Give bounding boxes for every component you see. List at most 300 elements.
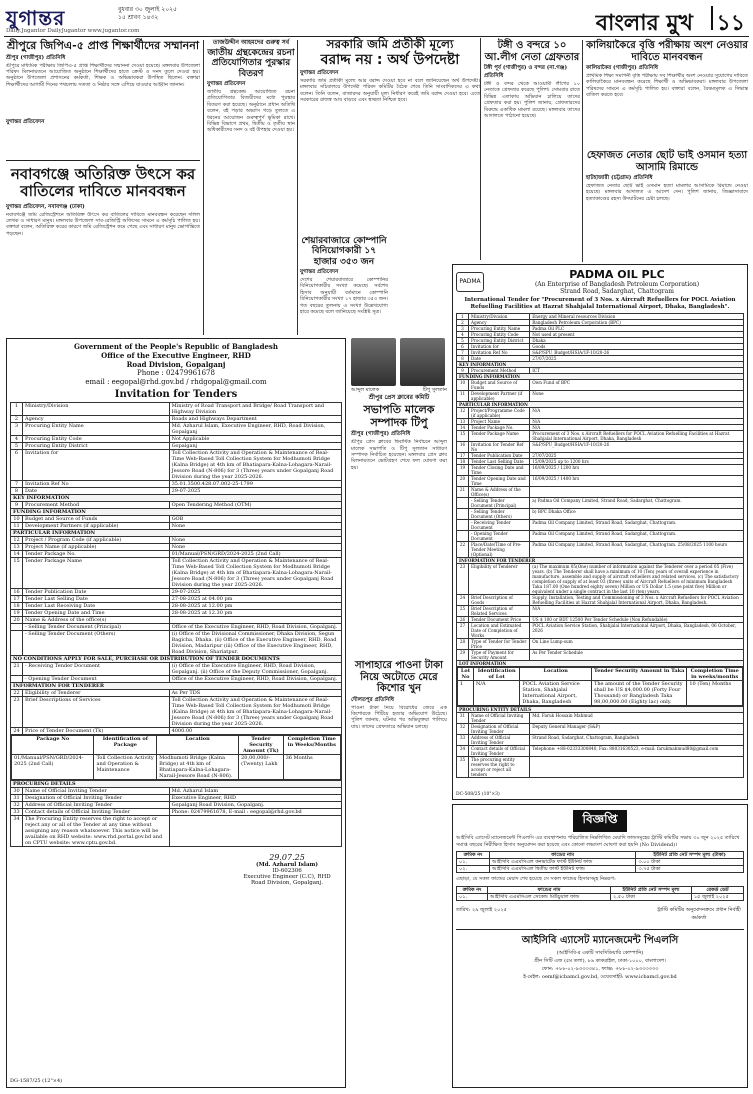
- table-cell: Designation of Official Inviting Tender: [469, 724, 530, 735]
- table-cell: The Procuring Entity reserves the right to accept or reject any or all of the Tender at any time without assigning any reason whatsoever. This notice will be available on RHD website: www.rhd.portal.gov.bd and on CPTU website: www.cptu.gov.bd.: [23, 816, 170, 847]
- story-kicker: তাজউদ্দীন আহমদের গুরুত্ব সর্ব: [212, 39, 290, 46]
- table-cell: Budget and Source of Funds: [469, 380, 530, 391]
- table-cell: ইউনিট প্রতি নেট সম্পদ মূল্য: [611, 886, 692, 893]
- table-row: [11, 802, 342, 809]
- table-cell: 35: [457, 757, 469, 778]
- table-cell: আইসিবি এএমসিএল কনভার্টেড ফার্স্ট ইউনিট ফান্ড: [489, 859, 635, 866]
- table-cell: Open Tendering Method (OTM): [169, 502, 341, 509]
- table-cell: Bangladesh Petroleum Corporation (BPC): [530, 320, 744, 326]
- table-cell: Name & Address of the Office(s): [469, 487, 530, 498]
- table-cell: Procurement Method: [23, 502, 170, 509]
- table-cell: 27/07/2025: [530, 356, 744, 362]
- table-cell: Contact details of Official Inviting Tender: [469, 746, 530, 757]
- table-cell: 20: [11, 617, 23, 624]
- table-row: [11, 809, 342, 816]
- issue-date: [118, 6, 177, 22]
- table-cell: 9: [11, 502, 23, 509]
- table-cell: 36 Months: [283, 755, 340, 780]
- table-cell: ০২.: [457, 866, 490, 873]
- story-byline: দৌলতপুর প্রতিনিধি: [351, 696, 394, 703]
- table-cell: Procurement Method: [469, 368, 530, 374]
- table-cell: ২.৫০ টাকা: [611, 893, 692, 900]
- table-cell: 17: [457, 453, 469, 459]
- story-byline: যুগান্তর প্রতিবেদন, নবাবগঞ্জ (ঢাকা): [6, 203, 85, 210]
- table-cell: [169, 816, 341, 847]
- table-cell: Agency: [23, 416, 170, 423]
- story-byline: যুগান্তর প্রতিবেদন: [300, 269, 339, 276]
- table-cell: [11, 631, 23, 656]
- story-body: টঙ্গী ও বন্দর থেকে আওয়ামী লীগের ১০ নেতাকে গ্রেফতার করেছে পুলিশ। সোমবার রাতে বিভিন্ন এলাকায় অভিযান চালিয়ে তাদের গ্রেফতার করা হয়। পুলিশ জানায়, গ্রেফতারদের বিরুদ্ধে একাধিক মামলা রয়েছে। মঙ্গলবার তাদের আদালতে পাঠানো হয়েছে।: [484, 81, 580, 120]
- table-cell: Identification of Package: [94, 736, 157, 755]
- table-cell: Invitation for Tender Ref No: [469, 442, 530, 453]
- table-cell: Tender Document Price: [469, 617, 530, 623]
- table-cell: - Selling Tender Document (Principal): [469, 498, 530, 509]
- table-row: [457, 408, 744, 419]
- notice-sign: ট্রাস্টি কমিটির অনুমোদনক্রমে প্রধান নির্বাহী কর্মকর্তা: [657, 906, 741, 921]
- table-cell: 01/Manual/PSN/GRD/2024-2025 (2nd Call): [12, 755, 94, 780]
- table-cell: Completion Time in weeks/months: [687, 668, 743, 681]
- table-cell: The amount of the Tender Security shall be US $4,000.00 (Forty Four Thousand) or Bangladesh Taka 98,00,000.00 (Eighty lac) only.: [592, 681, 687, 706]
- table-cell: Location: [157, 736, 239, 755]
- table-cell: 16/09/2025 / 1400 hrs: [530, 476, 744, 487]
- table-cell: 19: [11, 610, 23, 617]
- table-cell: Project/Programme Code (if applicable): [469, 408, 530, 419]
- table-cell: Procurement of 3 Nos. x Aircraft Refuellers for POCL Aviation Refuelling Facilities at Hazrat Shahjalal International Airport, Dhaka, Bangladesh: [530, 431, 744, 442]
- table-cell: 13: [11, 544, 23, 551]
- table-cell: ক্রমিক নং: [457, 886, 488, 893]
- table-cell: Roads and Highways Department: [169, 416, 341, 423]
- table-cell: N/A: [530, 408, 744, 419]
- table-cell: [169, 617, 341, 624]
- table-cell: S&P/SPU_Budget/HSIA/1F-10/20-26: [530, 442, 744, 453]
- table-cell: POCL Aviation Service Station, Shahjalal International Airport, Dhaka, Bangladesh: [520, 681, 592, 706]
- table-row: [457, 465, 744, 476]
- story-body: জাতীয় গ্রন্থকেন্দ্র আয়োজিত রচনা প্রতিযোগিতার বিজয়ীদের মধ্যে পুরস্কার বিতরণ করা হয়েছে। অনুষ্ঠানে প্রধান অতিথি বলেন, বই পড়ার অভ্যাস গড়ে তুলতে এ ধরনের আয়োজন গুরুত্বপূর্ণ ভূমিকা রাখে। বিভিন্ন বিভাগে প্রথম, দ্বিতীয় ও তৃতীয় স্থান অধিকারীদের সনদ ও বই উপহার দেওয়া হয়।: [207, 88, 295, 134]
- table-cell: Padma Oil Company Limited, Strand Road, Sadarghat, Chattogram.: [530, 531, 744, 542]
- story-byline: কালিয়াকৈর (গাজীপুর) প্রতিনিধি: [586, 65, 658, 71]
- table-cell: 20,00,000/- (Twenty) Lakh: [239, 755, 283, 780]
- table-cell: KEY INFORMATION: [11, 495, 342, 502]
- table-row: [457, 487, 744, 498]
- table-cell: Eligibility of Tenderer: [23, 690, 170, 697]
- table-cell: N/A: [530, 425, 744, 431]
- table-cell: As Per Tender Schedule: [530, 650, 744, 661]
- table-cell: 3: [457, 326, 469, 332]
- table-row: [457, 542, 744, 558]
- table-cell: 2: [11, 416, 23, 423]
- table-section-header: [11, 656, 342, 663]
- table-cell: 28-08-2025 at 12.30 pm: [169, 610, 341, 617]
- table-cell: 6: [11, 450, 23, 481]
- table-row: [457, 476, 744, 487]
- table-row: [457, 431, 744, 442]
- table-row: [11, 450, 342, 481]
- table-cell: 1: [458, 681, 474, 706]
- story-body: নবাবগঞ্জে জমি রেজিস্ট্রেশনে অতিরিক্ত উৎসে কর বাতিলের দাবিতে মানববন্ধন করেছেন দলিল লেখক ও সাধারণ মানুষ। মঙ্গলবার উপজেলা সাব-রেজিস্ট্রি অফিসের সামনে এ কর্মসূচি পালিত হয়। বক্তারা বলেন, অতিরিক্ত করের কারণে জমি রেজিস্ট্রেশন কমে গেছে এবং সাধারণ মানুষ ভোগান্তিতে পড়ছেন।: [6, 211, 200, 237]
- table-cell: Tender Security Amount (Tk): [239, 736, 283, 755]
- table-cell: 27-08-2025 at 04.00 pm: [169, 596, 341, 603]
- table-section-header: [11, 683, 342, 690]
- table-cell: Type of Tender for Tender Price: [469, 639, 530, 650]
- table-cell: PROCURING DETAILS: [11, 781, 342, 788]
- table-cell: Date: [469, 356, 530, 362]
- table-cell: Tender Publication Date: [469, 453, 530, 459]
- table-cell: Md. Azharul Islam, Executive Engineer, RHD, Road Division, Gopalganj: [169, 423, 341, 436]
- table-head-row: [457, 886, 744, 893]
- table-cell: Tender Publication Date: [23, 589, 170, 596]
- table-cell: 17: [11, 596, 23, 603]
- table-row: [11, 663, 342, 676]
- table-cell: PARTICULAR INFORMATION: [11, 530, 342, 537]
- table-section-header: [11, 509, 342, 516]
- table-cell: [530, 757, 744, 778]
- table-cell: Tender Package No.: [469, 425, 530, 431]
- notice-mid: এছাড়া, যে সকল ফান্ডের মেয়াদ শেষ হয়েছে সে সকল ফান্ডের হিসাবসমূহ নিম্নরূপ:: [456, 876, 616, 882]
- table-cell: Date: [23, 488, 170, 495]
- table-cell: 13: [457, 419, 469, 425]
- notice-phone: ফোন: +৮৮-০২-৯৩৩৩৩৪১, ফ্যাক্স: +৮৮-০২-৯৩৩৩৩৩৩: [541, 965, 659, 972]
- table-cell: GOB: [169, 516, 341, 523]
- table-row: [457, 713, 744, 724]
- table-row: [457, 531, 744, 542]
- signatory-office: Road Division, Gopalganj.: [250, 880, 324, 886]
- table-row: [457, 735, 744, 746]
- table-cell: - Selling Tender Document (Others): [23, 631, 170, 656]
- tender-header: [10, 342, 342, 387]
- tender-signature-block: [10, 853, 342, 886]
- table-cell: Tender Package No.: [23, 551, 170, 558]
- table-cell: 15/09/2025 up to 1200 hrs: [530, 459, 744, 465]
- table-row: [457, 623, 744, 639]
- table-row: [11, 589, 342, 596]
- tender-header-line1: Government of the People's Republic of Bangladesh: [74, 342, 278, 351]
- story-headline: নবাবগঞ্জে অতিরিক্ত উৎসে কর বাতিলের দাবিতে মানববন্ধন: [10, 165, 196, 201]
- tender-header-line2: Office of the Executive Engineer, RHD: [101, 351, 251, 360]
- story-headline: টঙ্গী ও বন্দরে ১০ আ.লীগ নেতা গ্রেফতার: [484, 40, 580, 63]
- table-row: [11, 523, 342, 530]
- table-cell: Supply, Installation, Testing and Commissioning of 3 Nos. x Aircraft Refuellers for POCL Aviation Refuelling Facilities at Hazrat Shahjalal International Airport, Dhaka, Bangladesh.: [530, 595, 744, 606]
- table-cell: Md. Azharul Islam: [169, 788, 341, 795]
- table-cell: Md. Faruk Hossain Mahmud: [530, 713, 744, 724]
- table-cell: Gopalganj Road Division, Gopalganj.: [169, 802, 341, 809]
- story-hefazat: [586, 150, 748, 247]
- story-headline: সাপাহারে পাওনা টাকা নিয়ে অটোতে মেরে কিশোর খুন: [355, 660, 443, 694]
- table-cell: 27/07/2025: [530, 453, 744, 459]
- table-cell: 1: [11, 403, 23, 416]
- issue-date-line2: ১৫ শ্রাবণ ১৪৩২: [118, 14, 159, 21]
- table-row: [457, 509, 744, 520]
- photo-caption: শ্রীপুর প্রেস ক্লাবের কমিটি: [368, 394, 430, 401]
- table-row: [11, 436, 342, 443]
- table-cell: (i) Office of the Executive Engineer, RHD, Road Division, Gopalganj. (ii) Office of the Deputy Commissioner, Gopalganj.: [169, 663, 341, 676]
- tender-phone: Phone : 02479961678: [137, 369, 215, 377]
- table-row: [457, 746, 744, 757]
- table-cell: 22: [11, 690, 23, 697]
- table-cell: 14: [457, 425, 469, 431]
- story-headline: শেয়ারবাজারে কোম্পানি বিনিয়োগকারী ১৭ হাজার ৩৫৩ জন: [301, 236, 387, 267]
- table-cell: Invitation for: [469, 344, 530, 350]
- padma-table: [456, 313, 744, 778]
- table-cell: Not used at present: [530, 332, 744, 338]
- table-cell: N/A: [530, 419, 744, 425]
- table-cell: Procuring Entity Name: [469, 326, 530, 332]
- story-headline: বরাদ্দ নয় : অর্থ উপদেষ্টা: [320, 51, 460, 68]
- table-cell: Place/Date/Time of Pre-Tender Meeting (Optional): [469, 542, 530, 558]
- table-cell: N/A: [473, 681, 519, 706]
- table-cell: Budget and Source of Funds: [23, 516, 170, 523]
- table-row: [11, 558, 342, 589]
- table-cell: ০১.: [457, 859, 490, 866]
- table-cell: 7: [11, 481, 23, 488]
- table-cell: 28: [457, 639, 469, 650]
- table-cell: 10: [457, 380, 469, 391]
- table-cell: Ministry/Division: [469, 314, 530, 320]
- story-byline: শ্রীপুর (গাজীপুর) প্রতিনিধি: [6, 54, 66, 61]
- table-cell: Tender Last Selling Date: [23, 596, 170, 603]
- table-cell: 18: [457, 459, 469, 465]
- table-cell: Address of Official Inviting Tender: [469, 735, 530, 746]
- table-cell: Project Name (if applicable): [23, 544, 170, 551]
- story-byline: শ্রীপুর (গাজীপুর) প্রতিনিধি: [351, 431, 411, 438]
- story-byline: টঙ্গী পূর্ব (গাজীপুর) ও বন্দর (না.গঞ্জ) প্রতিনিধি: [484, 65, 568, 79]
- table-cell: 11: [457, 391, 469, 402]
- story-body: শ্রীপুরে মাধ্যমিক পরীক্ষায় জিপিএ-৫ প্রাপ্ত শিক্ষার্থীদের সম্মাননা দেওয়া হয়েছে। মঙ্গলবার উপজেলা পরিষদ মিলনায়তনে আয়োজিত অনুষ্ঠানে শিক্ষার্থীদের হাতে ক্রেস্ট ও সনদ তুলে দেওয়া হয়। অনুষ্ঠানে উপজেলা প্রশাসনের কর্মকর্তা, শিক্ষক ও অভিভাবকরা উপস্থিত ছিলেন। বক্তারা শিক্ষার্থীদের আগামী দিনের পথচলায় সততা ও নিষ্ঠার সঙ্গে এগিয়ে যাওয়ার আহ্বান জানান।: [6, 62, 200, 88]
- table-cell: 34: [11, 816, 23, 847]
- story-share-market: [300, 236, 388, 333]
- ad-reference: DG-1587/25 (12"×4): [10, 1078, 63, 1084]
- table-cell: Eligibility of Tenderer: [469, 564, 530, 595]
- table-cell: 33: [11, 809, 23, 816]
- table-cell: Toll Collection Activity and Operation & Maintenance of Real-Time Web-Based Toll Collection System for Modhumoti Bridge (Kalna Bridge) at 4th km of Bhatiapara-Kalna-Lohagara-Narail-Jessore Road (N-806) for 3 (Three) years under Gopalganj Road Division during the year 2025-2026.: [169, 558, 341, 589]
- table-cell: 22: [457, 542, 469, 558]
- notice-date: তারিখ: ২৯ জুলাই ২০২৫: [456, 906, 507, 913]
- notice-intro: আইসিবি এ্যাসেট ম্যানেজমেন্ট পিএলসি এর ব্যবস্থাপনায় পরিচালিত নিম্নলিখিত মেয়াদি ফান্ডসমূহের ট্রাস্টি কমিটির সভায় ৩০ জুন ২০২৫ তারিখে সমাপ্ত বছরের নিরীক্ষিত হিসাব অনুমোদন করা হয়েছে এবং কোনো লভ্যাংশ ঘোষণা করা হয়নি (No Dividend)।: [456, 835, 740, 848]
- table-row: [457, 564, 744, 595]
- story-kaliakoir: [586, 40, 748, 127]
- table-row: [457, 520, 744, 531]
- table-cell: On Line Lump-sum: [530, 639, 744, 650]
- table-cell: Project Name: [469, 419, 530, 425]
- lot-head-row: [12, 736, 341, 755]
- notice-table-1: [456, 851, 744, 873]
- table-row: [11, 416, 342, 423]
- ad-reference: DC-508/25 (10"×3): [456, 792, 500, 797]
- masthead-divider: [711, 6, 713, 30]
- table-cell: 4: [11, 436, 23, 443]
- padma-sub2: Strand Road, Sadarghat, Chattogram: [560, 288, 674, 295]
- table-cell: The procuring entity reserves the right to accept or reject all tenders: [469, 757, 530, 778]
- table-cell: ১৫ জুলাই ২০২৫: [691, 893, 743, 900]
- table-row: [11, 631, 342, 656]
- table-cell: Ministry/Division: [23, 403, 170, 416]
- table-cell: 23: [457, 564, 469, 595]
- table-row: [11, 788, 342, 795]
- table-cell: Modhumoti Bridge (Kalna Bridge) at 4th km of Bhatiapara-Kalna-Lohagara-Narail-Jessore Road (N-806).: [157, 755, 239, 780]
- table-cell: 21: [11, 663, 23, 676]
- story-book-centre: [207, 40, 295, 309]
- table-cell: ক্রমিক নং: [457, 852, 490, 859]
- lot-row: [458, 681, 743, 706]
- table-cell: Invitation Ref No: [469, 350, 530, 356]
- table-cell: PROCURING ENTITY DETAILS: [457, 707, 744, 713]
- table-cell: Strand Road, Sadarghat, Chattogram, Bangladesh: [530, 735, 744, 746]
- tender-header-line3: Road Division, Gopalganj: [126, 360, 226, 369]
- table-cell: 21: [457, 487, 469, 498]
- story-nawabganj: [6, 166, 200, 270]
- table-row: [457, 380, 744, 391]
- table-row: [457, 595, 744, 606]
- table-cell: None: [530, 391, 744, 402]
- story-body: সরকারি জমি প্রতীকী মূল্যে আর বরাদ্দ দেওয়া হবে না বলে জানিয়েছেন অর্থ উপদেষ্টা। মঙ্গলবার সচিবালয়ে উপদেষ্টা পরিষদ কমিটির বৈঠক শেষে তিনি সাংবাদিকদের এ কথা বলেন। তিনি বলেন, বাজারদর অনুযায়ী মূল্য নির্ধারণ করেই জমি বরাদ্দ দেওয়া হবে। এতে সরকারের রাজস্ব আয় বাড়বে এবং স্বচ্ছতা নিশ্চিত হবে।: [300, 77, 480, 104]
- table-cell: 12: [11, 537, 23, 544]
- table-row: [11, 610, 342, 617]
- table-row: [11, 551, 342, 558]
- table-cell: Tender Last Selling Date: [469, 459, 530, 465]
- table-cell: [457, 509, 469, 520]
- table-row: [11, 443, 342, 450]
- table-row: [11, 690, 342, 697]
- table-head-row: [457, 852, 744, 859]
- table-cell: None: [169, 537, 341, 544]
- column-rule: [480, 38, 481, 260]
- table-cell: 6: [457, 344, 469, 350]
- table-cell: Tender Opening Date and Time: [469, 476, 530, 487]
- table-cell: 10 (Ten) Months: [687, 681, 743, 706]
- photo-row: [351, 338, 447, 386]
- notice-footer-row: [456, 907, 744, 923]
- table-cell: Toll Collection Activity and Operation & Maintenance: [94, 755, 157, 780]
- table-row: [457, 866, 744, 873]
- table-cell: Location: [520, 668, 592, 681]
- signatory-id: ID-602306: [272, 868, 302, 874]
- column-rule: [582, 40, 583, 262]
- table-cell: Name & Address of the office(s): [23, 617, 170, 624]
- table-cell: 31: [11, 795, 23, 802]
- table-cell: US $ 100 or BDT 12500 Per Tender Schedule (Non Refundable): [530, 617, 744, 623]
- photo-name-left: আব্দুল মালেক: [351, 387, 380, 393]
- table-cell: 01/Manual/PSN/GRD/2024-2025 (2nd Call): [169, 551, 341, 558]
- padma-header: [456, 268, 744, 295]
- table-cell: b) BPC Dhaka Office: [530, 509, 744, 520]
- table-row: [11, 423, 342, 436]
- table-cell: Procuring Entity District: [23, 443, 170, 450]
- table-cell: Ministry of Road Transport and Bridge/ Road Transport and Highway Division: [169, 403, 341, 416]
- table-cell: Project / Program Code (if applicable): [23, 537, 170, 544]
- story-body: শ্রীপুর প্রেস ক্লাবের দ্বিবার্ষিক নির্বাচনে আব্দুল মালেক সভাপতি ও টিপু সুলতান সাধারণ সম্পাদক নির্বাচিত হয়েছেন। মঙ্গলবার প্রেস ক্লাব মিলনায়তনে ভোটগ্রহণ শেষে ফল ঘোষণা করা হয়।: [351, 439, 447, 471]
- issue-date-line1: বুধবার ৩০ জুলাই ২০২৫: [118, 6, 177, 13]
- table-cell: 28-08-2025 at 12.00 pm: [169, 603, 341, 610]
- table-row: [11, 502, 342, 509]
- table-cell: INFORMATION FOR TENDERER: [457, 558, 744, 564]
- table-cell: ইউনিট প্রতি নেট সম্পদ মূল্য (টাকা): [636, 852, 744, 859]
- notice-web: ই-মেইল: oemf@icbamcl.gov.bd, ওয়েবসাইট: www.icbamcl.gov.bd: [523, 973, 677, 980]
- table-row: [11, 735, 342, 781]
- table-cell: (i) Office of the Divisional Commissioner, Dhaka Division, Segun Bagicha, Dhaka. (ii) Office of the Executive Engineer, RHD, Road Division, Madaripur (iii) Office of the Executive Engineer, RHD, Road Division, Shariatpur.: [169, 631, 341, 656]
- table-cell: 31: [457, 713, 469, 724]
- table-cell: Development Partners (if applicable): [23, 523, 170, 530]
- table-row: [11, 676, 342, 683]
- padma-title: International Tender for "Procurement of 3 Nos. x Aircraft Refuellers for POCL Aviation Refuelling Facilities at Hazrat Shahjalal International Airport, Dhaka, Bangladesh".: [464, 297, 736, 310]
- story-byline: হাটহাজারী (চট্টগ্রাম) প্রতিনিধি: [586, 175, 653, 181]
- table-row: [11, 624, 342, 631]
- newspaper-logo: যুগান্তর: [6, 6, 66, 30]
- table-row: [11, 603, 342, 610]
- table-cell: LOT INFORMATION: [457, 661, 744, 667]
- table-cell: Address of Official Inviting Tender: [23, 802, 170, 809]
- table-cell: Procuring Entity Code: [23, 436, 170, 443]
- table-cell: Agency: [469, 320, 530, 326]
- story-headline: কালিয়াকৈরে বৃত্তি পরীক্ষায় অংশ নেওয়ার দাবিতে মানববন্ধন: [586, 40, 748, 63]
- table-cell: Name of Official Inviting Tender: [469, 713, 530, 724]
- notice-company-block: [456, 929, 744, 982]
- table-cell: None: [169, 523, 341, 530]
- table-row: [11, 488, 342, 495]
- table-cell: 24: [11, 728, 23, 735]
- story-gpa5: [6, 40, 200, 127]
- table-cell: 34: [457, 746, 469, 757]
- table-cell: POCL Aviation Service Station, Shahjalal International Airport, Dhaka, Bangladesh, 06 October, 2026: [530, 623, 744, 639]
- table-cell: 20: [457, 476, 469, 487]
- table-cell: 29-07-2025: [169, 589, 341, 596]
- table-cell: Brief Descriptions of Services: [23, 697, 170, 728]
- table-cell: 29: [457, 650, 469, 661]
- social-links: Daily.Jugantor DailyJugantor www.jugantor.com: [6, 28, 140, 34]
- story-sapahar-murder: [351, 660, 447, 817]
- story-body: প্রাথমিক শিক্ষা সমাপনী বৃত্তি পরীক্ষায় সব শিক্ষার্থীর অংশ নেওয়ার সুযোগের দাবিতে কালিয়াকৈরে মানববন্ধন করেছে শিক্ষার্থী ও অভিভাবকরা। মঙ্গলবার উপজেলা পরিষদের সামনে এ কর্মসূচি পালিত হয়। বক্তারা বলেন, বৈষম্যমূলক এ সিদ্ধান্ত বাতিল করতে হবে।: [586, 73, 748, 99]
- story-body: হেফাজত নেতার ছোট ভাই ওসমান হত্যা মামলার আসামিকে রিমান্ডে নেওয়া হয়েছে। মঙ্গলবার আদালত এ আদেশ দেন। পুলিশ জানায়, জিজ্ঞাসাবাদে হত্যাকাণ্ডের রহস্য উদঘাটনের চেষ্টা চলছে।: [586, 183, 748, 202]
- table-cell: Identification of Lot: [473, 668, 519, 681]
- story-headline: শ্রীপুরে জিপিএ-৫ প্রাপ্ত শিক্ষার্থীদের সম্মাননা: [6, 39, 200, 52]
- story-press-club: [351, 338, 447, 611]
- story-body: দেশের শেয়ারবাজারে কোম্পানির বিনিয়োগকারীর সংখ্যা কমেছে। সর্বশেষ হিসাব অনুযায়ী বর্তমানে কোম্পানি বিনিয়োগকারীর সংখ্যা ১৭ হাজার ৩৫৩ জন। গত বছরের তুলনায় এ সংখ্যা উল্লেখযোগ্য হারে কমেছে বলে জানিয়েছে সংশ্লিষ্ট সূত্র।: [300, 277, 388, 316]
- notice-address: গ্রীন সিটি এজ (৫ম তলা), ৮৯ কাকরাইল, ঢাকা-১০০০, বাংলাদেশ।: [534, 957, 666, 964]
- story-tongi-arrest: [484, 40, 580, 257]
- story-byline: যুগান্তর প্রতিবেদন: [207, 80, 246, 87]
- table-cell: [457, 531, 469, 542]
- story-headline: জাতীয় গ্রন্থকেন্দ্রের রচনা প্রতিযোগিতার পুরস্কার বিতরণ: [207, 47, 295, 79]
- table-cell: Padma Oil Company Limited, Strand Road, Sadarghat, Chattogram. 25/08/2025 1100 hours: [530, 542, 744, 558]
- table-cell: Office of the Executive Engineer, RHD, Road Division, Gopalganj.: [169, 624, 341, 631]
- table-row: [11, 697, 342, 728]
- table-cell: 30: [11, 788, 23, 795]
- table-cell: PARTICULAR INFORMATION: [457, 402, 744, 408]
- table-cell: 19: [457, 465, 469, 476]
- table-section-header: [11, 530, 342, 537]
- table-cell: Tender Opening Date and Time: [23, 610, 170, 617]
- table-cell: 8: [457, 356, 469, 362]
- table-cell: - Receiving Tender Document: [23, 663, 170, 676]
- table-cell: 16: [457, 442, 469, 453]
- table-cell: Procuring Entity Code: [469, 332, 530, 338]
- table-cell: Designation of Official Inviting Tender: [23, 795, 170, 802]
- table-row: [457, 639, 744, 650]
- table-cell: 15: [457, 431, 469, 442]
- table-cell: - Selling Tender Document (Others): [469, 509, 530, 520]
- table-row: [11, 544, 342, 551]
- table-row: [11, 481, 342, 488]
- table-cell: NO CONDITIONS APPLY FOR SALE, PURCHASE OR DISTRIBUTION OF TENDER DOCUMENTS: [11, 656, 342, 663]
- story-footer: যুগান্তর প্রতিবেদন: [6, 118, 45, 125]
- story-body: পাওনা টাকা নিয়ে বিরোধের জেরে এক কিশোরকে পিটিয়ে হত্যার অভিযোগ উঠেছে। পুলিশ জানায়, ঘটনার পর অভিযুক্তরা পালিয়ে যায়। তাদের গ্রেফতারে অভিযান চলছে।: [351, 704, 447, 730]
- tender-notice-padma: [452, 264, 748, 800]
- padma-company: PADMA OIL PLC: [569, 268, 665, 281]
- table-cell: 16/09/2025 / 1200 hrs: [530, 465, 744, 476]
- table-cell: Type of Payment for Security Amount: [469, 650, 530, 661]
- table-row: [11, 537, 342, 544]
- table-cell: আইসিবি এএমসিএল দ্বিতীয় ফার্স্ট ইউনিট ফান্ড: [489, 866, 635, 873]
- table-cell: ০১.: [457, 893, 488, 900]
- signatory-name: (Md. Azharul Islam): [256, 862, 318, 868]
